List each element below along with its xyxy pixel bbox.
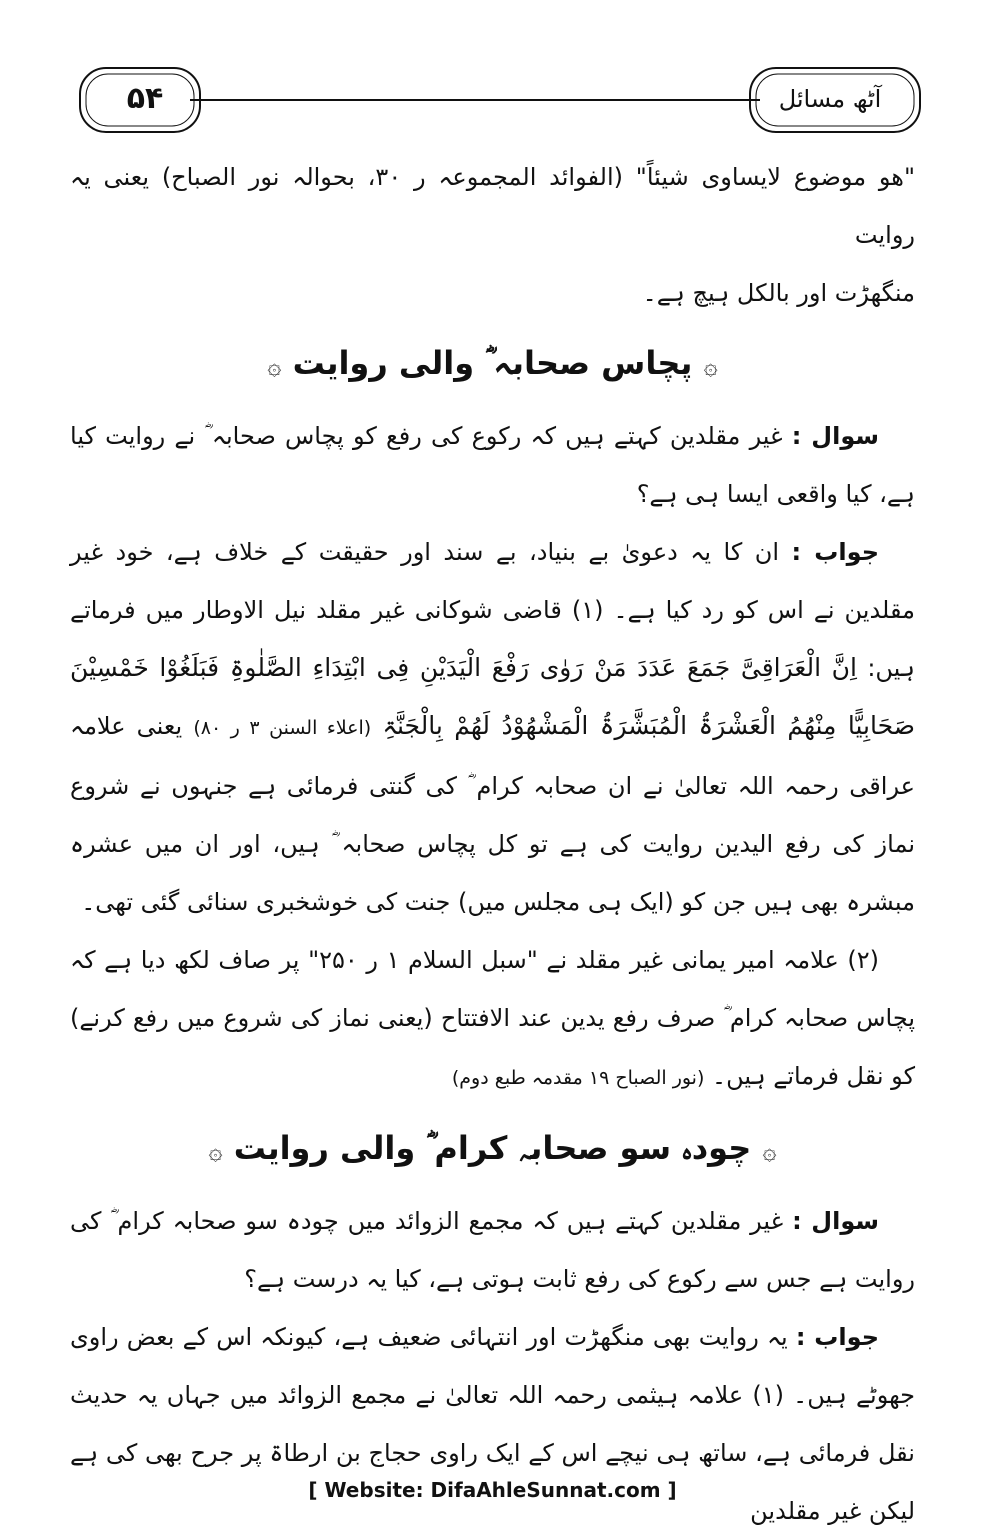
answer-label: جواب : <box>791 538 879 566</box>
page-header <box>60 60 935 140</box>
reference: (اعلاء السنن ۳ ر ۸۰) <box>193 717 372 739</box>
ornament-icon: ۞ <box>208 1137 223 1165</box>
intro-line-1: "ھو موضوع لایساوی شیئاً" (الفوائد المجموعہ ر ۳۰، بحوالہ نور الصباح) یعنی یہ روایت <box>70 163 915 249</box>
question-label: سوال : <box>792 1207 879 1235</box>
point-2-text: (۲) علامہ امیر یمانی غیر مقلد نے "سبل السلام ۱ ر ۲۵۰" پر صاف لکھ دیا ہے کہ پچاس صحابہ کرام ؓ صرف رفع یدین عند الافتتاح (یعنی نماز کی شروع میں رفع کرنے) کو نقل فرماتے ہیں۔ <box>70 946 915 1090</box>
section-heading-fourteen-hundred <box>70 1113 915 1186</box>
reference: (نور الصباح ۱۹ مقدمہ طبع دوم) <box>451 1067 705 1089</box>
answer-1-point-2 <box>70 931 915 1107</box>
intro-line-2: منگھڑت اور بالکل ہیچ ہے۔ <box>642 279 915 307</box>
arabic-quote: اِنَّ الْعَرَاقِیَّ جَمَعَ عَدَدَ مَنْ رَوٰی رَفْعَ الْیَدَیْنِ فِی ابْتِدَاءِ الصَّلٰوۃِ فَبَلَغُوْا خَمْسِیْنَ صَحَابِیًّا مِنْھُمُ الْعَشْرَۃُ الْمُبَشَّرَۃُ الْمَشْھُوْدُ لَھُمْ بِالْجَنَّۃِ <box>70 653 915 740</box>
translation: یعنی علامہ عراقی رحمہ اللہ تعالیٰ نے ان صحابہ کرام ؓ کی گنتی فرمائی ہے جنہوں نے شروع نماز کی رفع الیدین روایت کی ہے تو کل پچاس صحابہ ؓ ہیں، اور ان میں عشرہ مبشرہ بھی ہیں جن کو (ایک ہی مجلس میں) جنت کی خوشخبری سنائی گئی تھی۔ <box>70 712 916 916</box>
answer-text: یہ روایت بھی منگھڑت اور انتہائی ضعیف ہے، کیونکہ اس کے بعض راوی جھوٹے ہیں۔ (۱) علامہ ہیثمی رحمہ اللہ تعالیٰ نے مجمع الزوائد میں جہاں یہ حدیث نقل فرمائی ہے، ساتھ ہی نیچے اس کے ایک راوی حجاج بن ارطاۃ پر جرح بھی کی ہے لیکن غیر مقلدین <box>70 1323 915 1525</box>
heading-text: پچاس صحابہ ؓ والی روایت <box>292 344 693 382</box>
question-text: غیر مقلدین کہتے ہیں کہ مجمع الزوائد میں چودہ سو صحابہ کرام ؓ کی روایت ہے جس سے رکوع کی رفع ثابت ہوتی ہے، کیا یہ درست ہے؟ <box>70 1207 915 1293</box>
book-title: آٹھ مسائل <box>778 85 882 113</box>
question-2 <box>70 1192 915 1308</box>
question-1 <box>70 407 915 523</box>
answer-text: ان کا یہ دعویٰ بے بنیاد، بے سند اور حقیقت کے خلاف ہے، خود غیر مقلدین نے اس کو رد کیا ہے۔ (۱) قاضی شوکانی غیر مقلد نیل الاوطار میں فرماتے ہیں: <box>70 538 915 682</box>
question-label: سوال : <box>791 422 879 450</box>
ornament-icon: ۞ <box>762 1137 777 1165</box>
heading-text: چودہ سو صحابہ کرام ؓ والی روایت <box>233 1129 752 1167</box>
website-footer: [ Website: DifaAhleSunnat.com ] <box>308 1478 677 1502</box>
ornament-icon: ۞ <box>267 352 282 380</box>
ornament-icon: ۞ <box>703 352 718 380</box>
page-number: ۵۴ <box>126 81 164 116</box>
answer-2 <box>70 1308 915 1540</box>
answer-label: جواب : <box>795 1323 879 1351</box>
page-body <box>70 148 915 1540</box>
answer-1 <box>70 523 915 931</box>
question-text: غیر مقلدین کہتے ہیں کہ رکوع کی رفع کو پچاس صحابہ ؓ نے روایت کیا ہے، کیا واقعی ایسا ہی ہے؟ <box>70 422 915 508</box>
section-heading-fifty-companions <box>70 328 915 401</box>
